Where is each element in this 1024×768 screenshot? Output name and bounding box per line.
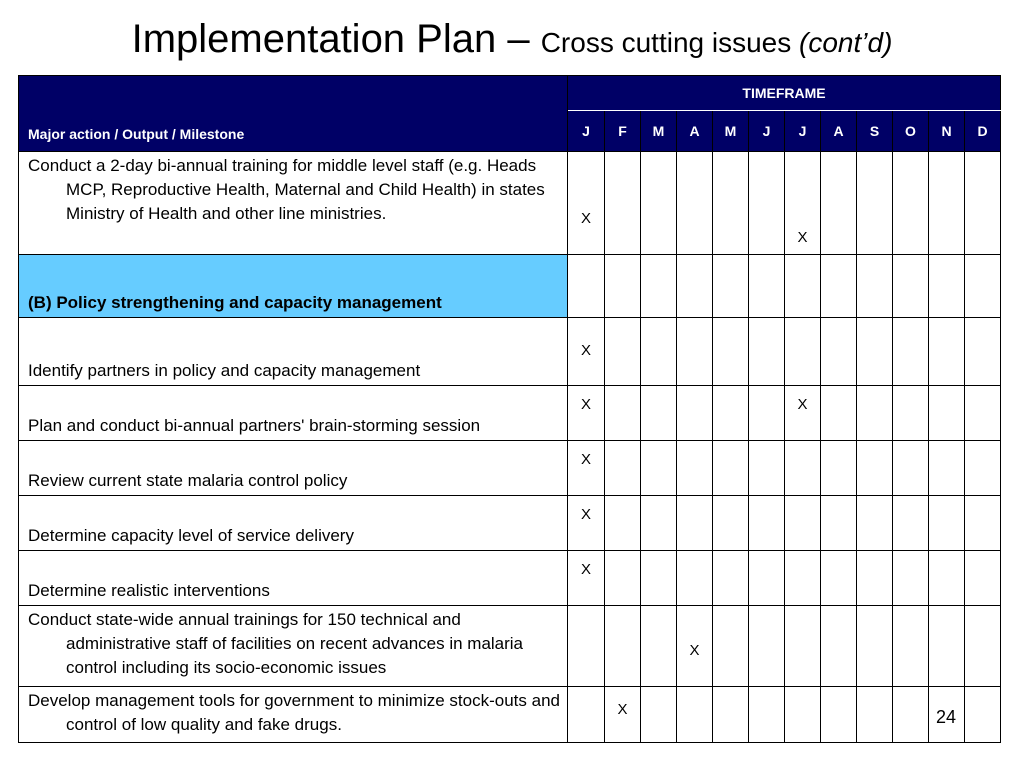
month-cell xyxy=(605,496,641,551)
month-cell xyxy=(641,551,677,606)
month-cell xyxy=(965,152,1001,255)
action-cell xyxy=(19,152,568,255)
month-cell xyxy=(929,152,965,255)
month-cell xyxy=(605,318,641,386)
month-cell xyxy=(677,318,713,386)
month-cell xyxy=(749,496,785,551)
timeframe-mark: X xyxy=(617,701,628,718)
month-cell xyxy=(713,386,749,441)
action-cell xyxy=(19,687,568,743)
header-row-top xyxy=(19,76,1001,111)
timeframe-mark: X xyxy=(797,396,808,413)
month-cell xyxy=(857,318,893,386)
action-text: Determine capacity level of service delivery xyxy=(28,526,354,545)
timeframe-header: TIMEFRAME xyxy=(568,76,1001,111)
month-cell xyxy=(857,255,893,318)
table-row xyxy=(19,496,1001,551)
month-cell xyxy=(713,687,749,743)
month-cell xyxy=(965,496,1001,551)
action-cell xyxy=(19,496,568,551)
month-cell xyxy=(749,386,785,441)
month-cell xyxy=(641,255,677,318)
month-cell xyxy=(785,551,821,606)
month-cell xyxy=(605,152,641,255)
month-cell xyxy=(641,606,677,687)
month-cell xyxy=(568,152,605,255)
month-header: J xyxy=(785,111,821,152)
action-cell xyxy=(19,551,568,606)
month-cell xyxy=(893,551,929,606)
month-cell xyxy=(605,441,641,496)
title-main: Implementation Plan – xyxy=(131,17,541,61)
month-cell xyxy=(785,441,821,496)
month-cell xyxy=(605,551,641,606)
month-cell xyxy=(641,318,677,386)
month-cell xyxy=(749,441,785,496)
month-cell xyxy=(713,496,749,551)
month-cell xyxy=(713,441,749,496)
month-cell xyxy=(893,687,929,743)
action-cell xyxy=(19,386,568,441)
section-row xyxy=(19,255,1001,318)
month-cell xyxy=(677,152,713,255)
month-cell xyxy=(568,687,605,743)
month-header: N xyxy=(929,111,965,152)
action-column-header: Major action / Output / Milestone xyxy=(19,76,568,152)
month-cell xyxy=(677,551,713,606)
timeframe-mark: X xyxy=(580,561,591,578)
month-cell xyxy=(821,441,857,496)
month-cell xyxy=(965,551,1001,606)
action-text: Conduct a 2-day bi-annual training for middle level staff (e.g. Heads MCP, Reproductive Health, Maternal and Child Health) in states Ministry of Health and other line ministries. xyxy=(28,156,545,223)
month-header: J xyxy=(568,111,605,152)
action-text: Conduct state-wide annual trainings for 150 technical and administrative staff of facilities on recent advances in malaria control including its socio-economic issues xyxy=(28,610,524,677)
table-row xyxy=(19,687,1001,743)
month-cell xyxy=(965,255,1001,318)
month-cell xyxy=(749,551,785,606)
month-cell xyxy=(893,606,929,687)
month-cell xyxy=(821,386,857,441)
month-cell xyxy=(785,255,821,318)
month-cell xyxy=(965,687,1001,743)
month-cell xyxy=(677,687,713,743)
action-cell xyxy=(19,441,568,496)
month-header: D xyxy=(965,111,1001,152)
month-header: S xyxy=(857,111,893,152)
month-header: A xyxy=(677,111,713,152)
month-cell xyxy=(965,386,1001,441)
month-cell xyxy=(857,551,893,606)
month-cell xyxy=(641,386,677,441)
month-cell xyxy=(568,386,605,441)
month-header: M xyxy=(641,111,677,152)
month-cell xyxy=(605,606,641,687)
month-cell xyxy=(605,687,641,743)
month-cell xyxy=(929,551,965,606)
month-header: A xyxy=(821,111,857,152)
month-cell xyxy=(641,496,677,551)
month-cell xyxy=(749,318,785,386)
timeframe-mark: X xyxy=(797,229,808,246)
month-cell xyxy=(713,606,749,687)
slide-title xyxy=(0,14,1024,73)
month-header: J xyxy=(749,111,785,152)
month-cell xyxy=(749,687,785,743)
month-cell xyxy=(857,687,893,743)
month-cell xyxy=(677,496,713,551)
month-cell xyxy=(785,687,821,743)
month-cell xyxy=(568,551,605,606)
action-text: Determine realistic interventions xyxy=(28,581,270,600)
month-cell xyxy=(893,441,929,496)
month-cell xyxy=(677,386,713,441)
month-cell xyxy=(857,441,893,496)
month-cell xyxy=(749,152,785,255)
month-cell xyxy=(857,496,893,551)
month-cell xyxy=(749,606,785,687)
month-header: F xyxy=(605,111,641,152)
month-cell xyxy=(677,606,713,687)
action-text: Review current state malaria control policy xyxy=(28,471,348,490)
month-cell xyxy=(965,318,1001,386)
month-cell xyxy=(785,606,821,687)
month-cell xyxy=(677,255,713,318)
month-cell xyxy=(785,152,821,255)
section-heading: (B) Policy strengthening and capacity management xyxy=(28,293,442,312)
month-cell xyxy=(641,441,677,496)
timeframe-mark: X xyxy=(689,642,700,659)
month-cell xyxy=(605,386,641,441)
month-cell xyxy=(965,606,1001,687)
table-row xyxy=(19,551,1001,606)
month-cell xyxy=(965,441,1001,496)
month-cell xyxy=(605,255,641,318)
action-cell xyxy=(19,318,568,386)
month-cell xyxy=(713,318,749,386)
title-subtitle: Cross cutting issues xyxy=(540,27,800,58)
month-cell xyxy=(821,551,857,606)
timeframe-mark: X xyxy=(580,210,591,227)
month-cell xyxy=(641,687,677,743)
timeframe-mark: X xyxy=(580,506,591,523)
month-cell xyxy=(929,496,965,551)
month-cell xyxy=(785,318,821,386)
month-cell xyxy=(713,255,749,318)
month-cell xyxy=(568,318,605,386)
title-contd: (cont’d) xyxy=(799,27,893,58)
month-cell xyxy=(929,441,965,496)
timeframe-mark: X xyxy=(580,451,591,468)
month-cell xyxy=(785,386,821,441)
month-cell xyxy=(568,441,605,496)
table-body xyxy=(19,152,1001,743)
month-cell xyxy=(713,551,749,606)
month-header: O xyxy=(893,111,929,152)
action-cell xyxy=(19,606,568,687)
month-cell xyxy=(749,255,785,318)
action-text: Identify partners in policy and capacity management xyxy=(28,361,421,380)
month-cell xyxy=(785,496,821,551)
table-row xyxy=(19,386,1001,441)
implementation-table xyxy=(18,75,1001,743)
month-cell xyxy=(857,606,893,687)
month-cell xyxy=(821,606,857,687)
month-cell xyxy=(893,152,929,255)
month-cell xyxy=(821,152,857,255)
timeframe-mark: X xyxy=(580,342,591,359)
month-cell xyxy=(857,152,893,255)
month-cell xyxy=(929,386,965,441)
month-cell xyxy=(821,496,857,551)
table-row xyxy=(19,318,1001,386)
month-cell xyxy=(713,152,749,255)
table-row xyxy=(19,152,1001,255)
month-cell xyxy=(821,687,857,743)
month-cell xyxy=(677,441,713,496)
table-row xyxy=(19,441,1001,496)
month-cell xyxy=(568,255,605,318)
month-cell xyxy=(929,255,965,318)
month-cell xyxy=(568,606,605,687)
timeframe-mark: X xyxy=(580,396,591,413)
month-header: M xyxy=(713,111,749,152)
section-heading-cell xyxy=(19,255,568,318)
month-cell xyxy=(821,255,857,318)
table-row xyxy=(19,606,1001,687)
month-cell xyxy=(929,318,965,386)
action-text: Plan and conduct bi-annual partners' brain-storming session xyxy=(28,416,481,435)
month-cell xyxy=(568,496,605,551)
month-cell xyxy=(821,318,857,386)
month-cell xyxy=(929,606,965,687)
month-cell xyxy=(641,152,677,255)
month-cell xyxy=(893,318,929,386)
month-cell xyxy=(893,386,929,441)
action-text: Develop management tools for government to minimize stock-outs and control of low quality and fake drugs. xyxy=(28,691,560,734)
month-cell xyxy=(893,255,929,318)
month-cell xyxy=(857,386,893,441)
month-cell xyxy=(893,496,929,551)
page-number: 24 xyxy=(936,707,957,727)
